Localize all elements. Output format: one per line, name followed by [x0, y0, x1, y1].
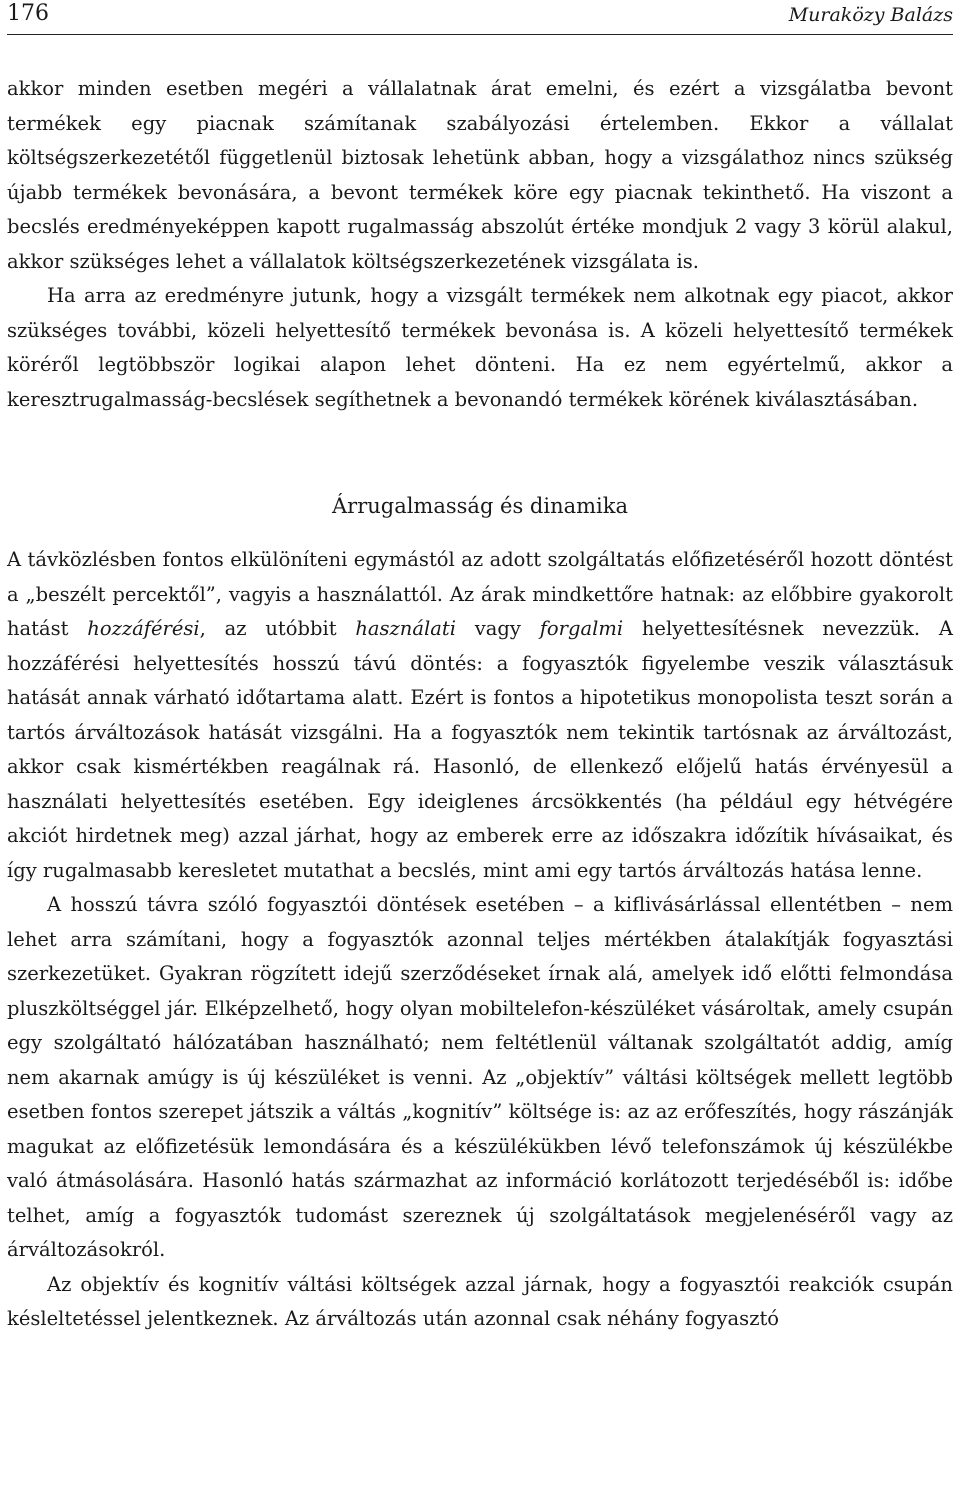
- intro-text: [7, 72, 953, 417]
- section-paragraph-1-part-d: helyettesítésnek nevezzük. A hozzáférési helyettesítés hosszú távú döntés: a fogyasztók figyelembe veszik választásuk hatását annak várható időtartama alatt. Ezért is fontos a hipotetikus monopolista teszt során a tartós árváltozások hatását vizsgálni. Ha a fogyasztók nem tekintik tartósnak az árváltozást, akkor csak kismértékben reagálnak rá. Hasonló, de ellenkező előjelű hatás érvényesül a használati helyettesítés esetében. Egy ideiglenes árcsökkentés (ha például egy hétvégére akciót hirdetnek meg) azzal járhat, hogy az emberek erre az időszakra időzítik hívásaikat, és így rugalmasabb keresletet mutathat a becslés, mint ami egy tartós árváltozás hatása lenne.: [7, 617, 953, 882]
- term-hasznalati: használati: [355, 617, 456, 640]
- section-paragraph-1-part-b: , az utóbbit: [199, 617, 356, 640]
- term-hozzaferesi: hozzáférési: [87, 617, 200, 640]
- running-header: [7, 0, 953, 35]
- intro-paragraph-2: Ha arra az eredményre jutunk, hogy a vizsgált termékek nem alkotnak egy piacot, akkor szükséges további, közeli helyettesítő termékek bevonása is. A közeli helyettesítő termékek köréről legtöbbször logikai alapon lehet dönteni. Ha ez nem egyértelmű, akkor a keresztrugalmasság-becslések segíthetnek a bevonandó termékek körének kiválasztásában.: [7, 284, 953, 411]
- page-number: 176: [7, 1, 49, 26]
- term-forgalmi: forgalmi: [539, 617, 624, 640]
- book-page: [7, 0, 953, 1337]
- section-paragraph-1-part-a: A távközlésben fontos elkülöníteni egymástól az adott szolgáltatás előfizetéséről hozott döntést a „beszélt percektől”, vagyis a használattól. Az árak mindkettőre hatnak: az előbbire gyakorolt hatást: [7, 548, 953, 640]
- section-paragraph-1: [7, 543, 953, 888]
- intro-paragraph-1: akkor minden esetben megéri a vállalatnak árat emelni, és ezért a vizsgálatba bevont termékek egy piacnak számítanak szabályozási értelemben. Ekkor a vállalat költségszerkezetétől függetlenül biztosak lehetünk abban, hogy a vizsgálathoz nincs szükség újabb termékek bevonására, a bevont termékek köre egy piacnak tekinthető. Ha viszont a becslés eredményeképpen kapott rugalmasság abszolút értéke mondjuk 2 vagy 3 körül alakul, akkor szükséges lehet a vállalatok költségszerkezetének vizsgálata is.: [7, 77, 953, 273]
- running-head-author: Muraközy Balázs: [788, 4, 953, 26]
- section-paragraph-2: A hosszú távra szóló fogyasztói döntések esetében – a kiflivásárlással ellentétben – nem lehet arra számítani, hogy a fogyasztók azonnal teljes mértékben átalakítják fogyasztási szerkezetüket. Gyakran rögzített idejű szerződéseket írnak alá, amelyek idő előtti felmondása pluszköltséggel jár. Elképzelhető, hogy olyan mobiltelefon-készüléket vásároltak, amely csupán egy szolgáltató hálózatában használható; nem feltétlenül váltanak szolgáltatót addig, amíg nem akarnak amúgy is új készüléket is venni. Az „objektív” váltási költségek mellett legtöbb esetben fontos szerepet játszik a váltás „kognitív” költsége is: az az erőfeszítés, hogy rászánják magukat az előfizetésük lemondására és a készülékükben lévő telefonszámok új készülékbe való átmásolására. Hasonló hatás származhat az információ korlátozott terjedéséből is: időbe telhet, amíg a fogyasztók tudomást szereznek új szolgáltatások megjelenéséről vagy az árváltozásokról.: [7, 893, 953, 1261]
- section-paragraph-3: Az objektív és kognitív váltási költségek azzal járnak, hogy a fogyasztói reakciók csupán késleltetéssel jelentkeznek. Az árváltozás után azonnal csak néhány fogyasztó: [7, 1272, 953, 1330]
- section-heading: Árrugalmasság és dinamika: [331, 494, 629, 518]
- section-text: [7, 543, 953, 1337]
- section-paragraph-1-part-c: vagy: [455, 617, 540, 640]
